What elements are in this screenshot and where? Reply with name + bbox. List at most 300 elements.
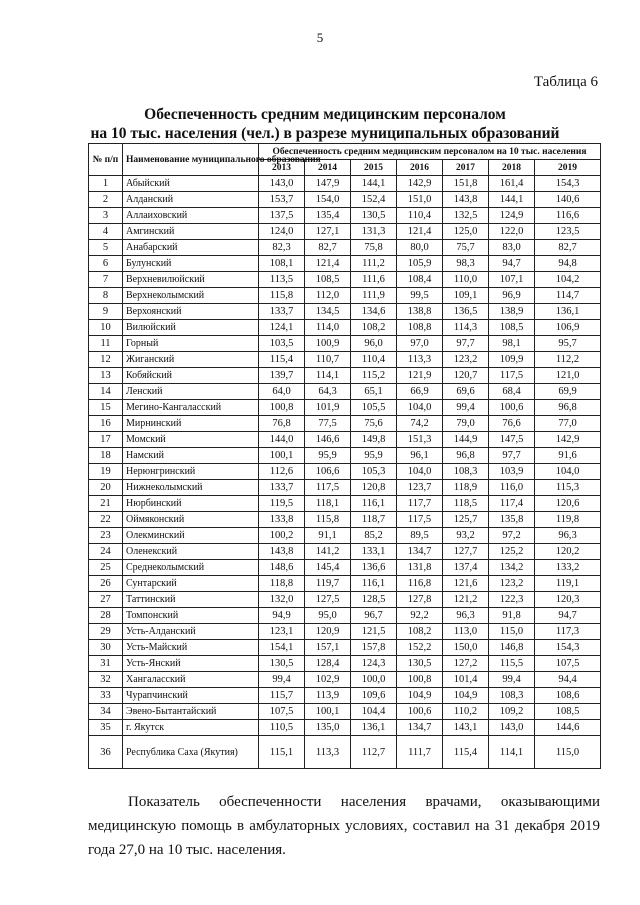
value-cell: 66,9 xyxy=(397,384,443,400)
table-row xyxy=(89,432,601,448)
value-cell: 112,2 xyxy=(535,352,601,368)
row-number: 27 xyxy=(89,592,123,608)
value-cell: 138,9 xyxy=(489,304,535,320)
value-cell: 95,7 xyxy=(535,336,601,352)
value-cell: 119,7 xyxy=(305,576,351,592)
header-year: 2015 xyxy=(351,160,397,176)
row-number: 20 xyxy=(89,480,123,496)
value-cell: 120,6 xyxy=(535,496,601,512)
row-number: 32 xyxy=(89,672,123,688)
title-line-1: Обеспеченность средним медицинским персоналом xyxy=(144,106,506,123)
value-cell: 134,7 xyxy=(397,720,443,736)
value-cell: 114,1 xyxy=(305,368,351,384)
row-number: 22 xyxy=(89,512,123,528)
footer-paragraph: Показатель обеспеченности населения врачами, оказывающими медицинскую помощь в амбулаторных условиях, составил на 31 декабря 2019 года 27,0 на 10 тыс. населения. xyxy=(88,794,600,858)
value-cell: 144,1 xyxy=(351,176,397,192)
municipality-name: Нерюнгринский xyxy=(123,464,259,480)
row-number: 1 xyxy=(89,176,123,192)
value-cell: 125,2 xyxy=(489,544,535,560)
value-cell: 108,2 xyxy=(397,624,443,640)
value-cell: 97,7 xyxy=(489,448,535,464)
value-cell: 115,5 xyxy=(489,656,535,672)
value-cell: 150,0 xyxy=(443,640,489,656)
value-cell: 117,5 xyxy=(305,480,351,496)
municipality-name: Усть-Майский xyxy=(123,640,259,656)
municipality-name: Абыйский xyxy=(123,176,259,192)
header-group: Обеспеченность средним медицинским персоналом на 10 тыс. населения xyxy=(259,144,601,160)
value-cell: 133,7 xyxy=(259,304,305,320)
value-cell: 101,4 xyxy=(443,672,489,688)
value-cell: 104,0 xyxy=(535,464,601,480)
value-cell: 110,5 xyxy=(259,720,305,736)
value-cell: 115,1 xyxy=(259,736,305,769)
value-cell: 116,6 xyxy=(535,208,601,224)
row-number: 24 xyxy=(89,544,123,560)
municipality-name: Анабарский xyxy=(123,240,259,256)
value-cell: 92,2 xyxy=(397,608,443,624)
value-cell: 64,3 xyxy=(305,384,351,400)
value-cell: 132,0 xyxy=(259,592,305,608)
value-cell: 139,7 xyxy=(259,368,305,384)
value-cell: 127,8 xyxy=(397,592,443,608)
value-cell: 152,2 xyxy=(397,640,443,656)
table-row xyxy=(89,400,601,416)
table-row xyxy=(89,288,601,304)
municipality-name: Мегино-Кангаласский xyxy=(123,400,259,416)
value-cell: 99,5 xyxy=(397,288,443,304)
value-cell: 125,7 xyxy=(443,512,489,528)
table-row xyxy=(89,352,601,368)
value-cell: 91,1 xyxy=(305,528,351,544)
value-cell: 100,9 xyxy=(305,336,351,352)
municipality-name: Оленекский xyxy=(123,544,259,560)
value-cell: 109,6 xyxy=(351,688,397,704)
value-cell: 77,5 xyxy=(305,416,351,432)
value-cell: 124,3 xyxy=(351,656,397,672)
header-year: 2014 xyxy=(305,160,351,176)
value-cell: 98,3 xyxy=(443,256,489,272)
municipality-name: Кобяйский xyxy=(123,368,259,384)
municipality-name: Горный xyxy=(123,336,259,352)
header-name: Наименование муниципального образования xyxy=(123,144,259,176)
table-row xyxy=(89,528,601,544)
value-cell: 116,1 xyxy=(351,496,397,512)
value-cell: 97,2 xyxy=(489,528,535,544)
value-cell: 114,7 xyxy=(535,288,601,304)
value-cell: 104,9 xyxy=(397,688,443,704)
value-cell: 113,3 xyxy=(305,736,351,769)
value-cell: 114,1 xyxy=(489,736,535,769)
value-cell: 154,1 xyxy=(259,640,305,656)
value-cell: 147,9 xyxy=(305,176,351,192)
municipality-name: Амгинский xyxy=(123,224,259,240)
value-cell: 141,2 xyxy=(305,544,351,560)
value-cell: 114,3 xyxy=(443,320,489,336)
value-cell: 117,4 xyxy=(489,496,535,512)
value-cell: 143,0 xyxy=(259,176,305,192)
value-cell: 134,5 xyxy=(305,304,351,320)
table-row xyxy=(89,416,601,432)
table-row xyxy=(89,608,601,624)
value-cell: 104,0 xyxy=(397,464,443,480)
row-number: 18 xyxy=(89,448,123,464)
value-cell: 97,0 xyxy=(397,336,443,352)
value-cell: 133,8 xyxy=(259,512,305,528)
value-cell: 118,7 xyxy=(351,512,397,528)
municipality-name: Булунский xyxy=(123,256,259,272)
municipality-name: г. Якутск xyxy=(123,720,259,736)
row-number: 2 xyxy=(89,192,123,208)
value-cell: 104,9 xyxy=(443,688,489,704)
row-number: 31 xyxy=(89,656,123,672)
row-number: 34 xyxy=(89,704,123,720)
value-cell: 133,1 xyxy=(351,544,397,560)
value-cell: 100,6 xyxy=(397,704,443,720)
value-cell: 111,6 xyxy=(351,272,397,288)
value-cell: 121,4 xyxy=(305,256,351,272)
value-cell: 115,8 xyxy=(259,288,305,304)
value-cell: 143,8 xyxy=(443,192,489,208)
value-cell: 94,7 xyxy=(489,256,535,272)
table-body xyxy=(89,176,601,769)
row-number: 21 xyxy=(89,496,123,512)
value-cell: 96,7 xyxy=(351,608,397,624)
table-row xyxy=(89,464,601,480)
value-cell: 104,0 xyxy=(397,400,443,416)
table-row xyxy=(89,496,601,512)
municipality-name: Оймяконский xyxy=(123,512,259,528)
municipality-name: Чурапчинский xyxy=(123,688,259,704)
value-cell: 94,4 xyxy=(535,672,601,688)
value-cell: 143,1 xyxy=(443,720,489,736)
value-cell: 108,8 xyxy=(397,320,443,336)
value-cell: 118,5 xyxy=(443,496,489,512)
value-cell: 123,5 xyxy=(535,224,601,240)
value-cell: 112,6 xyxy=(259,464,305,480)
value-cell: 94,7 xyxy=(535,608,601,624)
value-cell: 108,6 xyxy=(535,688,601,704)
value-cell: 102,9 xyxy=(305,672,351,688)
value-cell: 134,7 xyxy=(397,544,443,560)
municipality-name: Верхоянский xyxy=(123,304,259,320)
value-cell: 68,4 xyxy=(489,384,535,400)
value-cell: 105,9 xyxy=(397,256,443,272)
municipality-name: Аллаиховский xyxy=(123,208,259,224)
row-number: 13 xyxy=(89,368,123,384)
value-cell: 144,0 xyxy=(259,432,305,448)
municipality-name: Момский xyxy=(123,432,259,448)
value-cell: 95,9 xyxy=(351,448,397,464)
value-cell: 89,5 xyxy=(397,528,443,544)
row-number: 25 xyxy=(89,560,123,576)
value-cell: 74,2 xyxy=(397,416,443,432)
table-row xyxy=(89,384,601,400)
value-cell: 127,7 xyxy=(443,544,489,560)
value-cell: 154,3 xyxy=(535,176,601,192)
value-cell: 128,4 xyxy=(305,656,351,672)
value-cell: 116,8 xyxy=(397,576,443,592)
value-cell: 120,2 xyxy=(535,544,601,560)
value-cell: 107,5 xyxy=(259,704,305,720)
table-row xyxy=(89,576,601,592)
value-cell: 140,6 xyxy=(535,192,601,208)
value-cell: 96,8 xyxy=(535,400,601,416)
page-number: 5 xyxy=(316,30,324,45)
value-cell: 131,3 xyxy=(351,224,397,240)
municipality-name: Ленский xyxy=(123,384,259,400)
value-cell: 148,6 xyxy=(259,560,305,576)
table-row xyxy=(89,736,601,769)
value-cell: 101,9 xyxy=(305,400,351,416)
table-row xyxy=(89,208,601,224)
table-row xyxy=(89,256,601,272)
value-cell: 108,3 xyxy=(443,464,489,480)
value-cell: 106,6 xyxy=(305,464,351,480)
value-cell: 116,1 xyxy=(351,576,397,592)
value-cell: 146,6 xyxy=(305,432,351,448)
header-year: 2017 xyxy=(443,160,489,176)
table-row xyxy=(89,640,601,656)
municipality-name: Нижнеколымский xyxy=(123,480,259,496)
table-row xyxy=(89,240,601,256)
header-year: 2016 xyxy=(397,160,443,176)
value-cell: 107,5 xyxy=(535,656,601,672)
value-cell: 69,6 xyxy=(443,384,489,400)
value-cell: 123,2 xyxy=(443,352,489,368)
value-cell: 110,7 xyxy=(305,352,351,368)
row-number: 3 xyxy=(89,208,123,224)
value-cell: 117,3 xyxy=(535,624,601,640)
value-cell: 99,4 xyxy=(489,672,535,688)
value-cell: 95,0 xyxy=(305,608,351,624)
value-cell: 115,0 xyxy=(489,624,535,640)
value-cell: 110,2 xyxy=(443,704,489,720)
value-cell: 112,0 xyxy=(305,288,351,304)
value-cell: 127,2 xyxy=(443,656,489,672)
value-cell: 142,9 xyxy=(535,432,601,448)
row-number: 35 xyxy=(89,720,123,736)
value-cell: 108,5 xyxy=(489,320,535,336)
value-cell: 96,3 xyxy=(535,528,601,544)
data-table xyxy=(88,143,601,769)
value-cell: 132,5 xyxy=(443,208,489,224)
value-cell: 100,2 xyxy=(259,528,305,544)
value-cell: 151,8 xyxy=(443,176,489,192)
value-cell: 144,9 xyxy=(443,432,489,448)
value-cell: 120,3 xyxy=(535,592,601,608)
value-cell: 136,1 xyxy=(351,720,397,736)
table-row xyxy=(89,336,601,352)
table-row xyxy=(89,320,601,336)
value-cell: 115,7 xyxy=(259,688,305,704)
header-year: 2018 xyxy=(489,160,535,176)
value-cell: 94,8 xyxy=(535,256,601,272)
value-cell: 110,4 xyxy=(397,208,443,224)
municipality-name: Мирнинский xyxy=(123,416,259,432)
table-row xyxy=(89,512,601,528)
value-cell: 103,9 xyxy=(489,464,535,480)
value-cell: 75,7 xyxy=(443,240,489,256)
value-cell: 115,4 xyxy=(443,736,489,769)
value-cell: 108,5 xyxy=(305,272,351,288)
row-number: 15 xyxy=(89,400,123,416)
row-number: 6 xyxy=(89,256,123,272)
value-cell: 111,2 xyxy=(351,256,397,272)
value-cell: 119,5 xyxy=(259,496,305,512)
value-cell: 130,5 xyxy=(351,208,397,224)
value-cell: 115,8 xyxy=(305,512,351,528)
value-cell: 109,9 xyxy=(489,352,535,368)
value-cell: 110,0 xyxy=(443,272,489,288)
value-cell: 106,9 xyxy=(535,320,601,336)
value-cell: 108,5 xyxy=(535,704,601,720)
row-number: 17 xyxy=(89,432,123,448)
row-number: 8 xyxy=(89,288,123,304)
value-cell: 104,4 xyxy=(351,704,397,720)
title-line-2: на 10 тыс. населения (чел.) в разрезе муниципальных образований xyxy=(90,125,560,142)
value-cell: 95,9 xyxy=(305,448,351,464)
row-number: 11 xyxy=(89,336,123,352)
value-cell: 120,8 xyxy=(351,480,397,496)
value-cell: 123,7 xyxy=(397,480,443,496)
table-row xyxy=(89,480,601,496)
value-cell: 144,6 xyxy=(535,720,601,736)
value-cell: 130,5 xyxy=(397,656,443,672)
table-title xyxy=(60,105,590,143)
municipality-name: Нюрбинский xyxy=(123,496,259,512)
value-cell: 123,2 xyxy=(489,576,535,592)
value-cell: 108,2 xyxy=(351,320,397,336)
value-cell: 99,4 xyxy=(443,400,489,416)
value-cell: 100,1 xyxy=(259,448,305,464)
value-cell: 137,5 xyxy=(259,208,305,224)
value-cell: 154,3 xyxy=(535,640,601,656)
value-cell: 118,8 xyxy=(259,576,305,592)
row-number: 23 xyxy=(89,528,123,544)
row-number: 9 xyxy=(89,304,123,320)
header-year: 2013 xyxy=(259,160,305,176)
value-cell: 108,3 xyxy=(489,688,535,704)
value-cell: 118,1 xyxy=(305,496,351,512)
table-row xyxy=(89,592,601,608)
value-cell: 94,9 xyxy=(259,608,305,624)
row-number: 36 xyxy=(89,736,123,769)
row-number: 19 xyxy=(89,464,123,480)
value-cell: 161,4 xyxy=(489,176,535,192)
municipality-name: Усть-Алданский xyxy=(123,624,259,640)
row-number: 10 xyxy=(89,320,123,336)
value-cell: 157,8 xyxy=(351,640,397,656)
value-cell: 104,2 xyxy=(535,272,601,288)
header-year: 2019 xyxy=(535,160,601,176)
value-cell: 96,1 xyxy=(397,448,443,464)
value-cell: 109,2 xyxy=(489,704,535,720)
value-cell: 91,8 xyxy=(489,608,535,624)
value-cell: 115,4 xyxy=(259,352,305,368)
value-cell: 125,0 xyxy=(443,224,489,240)
value-cell: 93,2 xyxy=(443,528,489,544)
municipality-name: Эвено-Бытантайский xyxy=(123,704,259,720)
value-cell: 116,0 xyxy=(489,480,535,496)
value-cell: 103,5 xyxy=(259,336,305,352)
row-number: 28 xyxy=(89,608,123,624)
value-cell: 80,0 xyxy=(397,240,443,256)
value-cell: 143,8 xyxy=(259,544,305,560)
value-cell: 120,7 xyxy=(443,368,489,384)
value-cell: 65,1 xyxy=(351,384,397,400)
municipality-name: Республика Саха (Якутия) xyxy=(123,736,259,769)
row-number: 7 xyxy=(89,272,123,288)
value-cell: 99,4 xyxy=(259,672,305,688)
value-cell: 83,0 xyxy=(489,240,535,256)
value-cell: 149,8 xyxy=(351,432,397,448)
value-cell: 82,3 xyxy=(259,240,305,256)
value-cell: 152,4 xyxy=(351,192,397,208)
value-cell: 143,0 xyxy=(489,720,535,736)
table-row xyxy=(89,192,601,208)
value-cell: 108,1 xyxy=(259,256,305,272)
value-cell: 113,9 xyxy=(305,688,351,704)
value-cell: 122,3 xyxy=(489,592,535,608)
table-label: Таблица 6 xyxy=(533,74,598,90)
value-cell: 127,5 xyxy=(305,592,351,608)
value-cell: 113,0 xyxy=(443,624,489,640)
table-row xyxy=(89,176,601,192)
municipality-name: Верхнеколымский xyxy=(123,288,259,304)
value-cell: 135,8 xyxy=(489,512,535,528)
value-cell: 128,5 xyxy=(351,592,397,608)
value-cell: 130,5 xyxy=(259,656,305,672)
value-cell: 110,4 xyxy=(351,352,397,368)
header-num: № п/п xyxy=(89,144,123,176)
value-cell: 111,9 xyxy=(351,288,397,304)
value-cell: 120,9 xyxy=(305,624,351,640)
value-cell: 157,1 xyxy=(305,640,351,656)
value-cell: 153,7 xyxy=(259,192,305,208)
value-cell: 121,0 xyxy=(535,368,601,384)
municipality-name: Усть-Янский xyxy=(123,656,259,672)
value-cell: 91,6 xyxy=(535,448,601,464)
value-cell: 108,4 xyxy=(397,272,443,288)
value-cell: 121,9 xyxy=(397,368,443,384)
municipality-name: Томпонский xyxy=(123,608,259,624)
table-row xyxy=(89,656,601,672)
table-row xyxy=(89,272,601,288)
value-cell: 115,3 xyxy=(535,480,601,496)
municipality-name: Жиганский xyxy=(123,352,259,368)
value-cell: 98,1 xyxy=(489,336,535,352)
value-cell: 124,1 xyxy=(259,320,305,336)
value-cell: 113,5 xyxy=(259,272,305,288)
value-cell: 112,7 xyxy=(351,736,397,769)
value-cell: 100,8 xyxy=(259,400,305,416)
municipality-name: Намский xyxy=(123,448,259,464)
value-cell: 133,7 xyxy=(259,480,305,496)
value-cell: 118,9 xyxy=(443,480,489,496)
value-cell: 131,8 xyxy=(397,560,443,576)
value-cell: 144,1 xyxy=(489,192,535,208)
value-cell: 146,8 xyxy=(489,640,535,656)
value-cell: 75,6 xyxy=(351,416,397,432)
value-cell: 135,4 xyxy=(305,208,351,224)
municipality-name: Олекминский xyxy=(123,528,259,544)
value-cell: 145,4 xyxy=(305,560,351,576)
row-number: 12 xyxy=(89,352,123,368)
value-cell: 111,7 xyxy=(397,736,443,769)
value-cell: 123,1 xyxy=(259,624,305,640)
row-number: 29 xyxy=(89,624,123,640)
value-cell: 113,3 xyxy=(397,352,443,368)
